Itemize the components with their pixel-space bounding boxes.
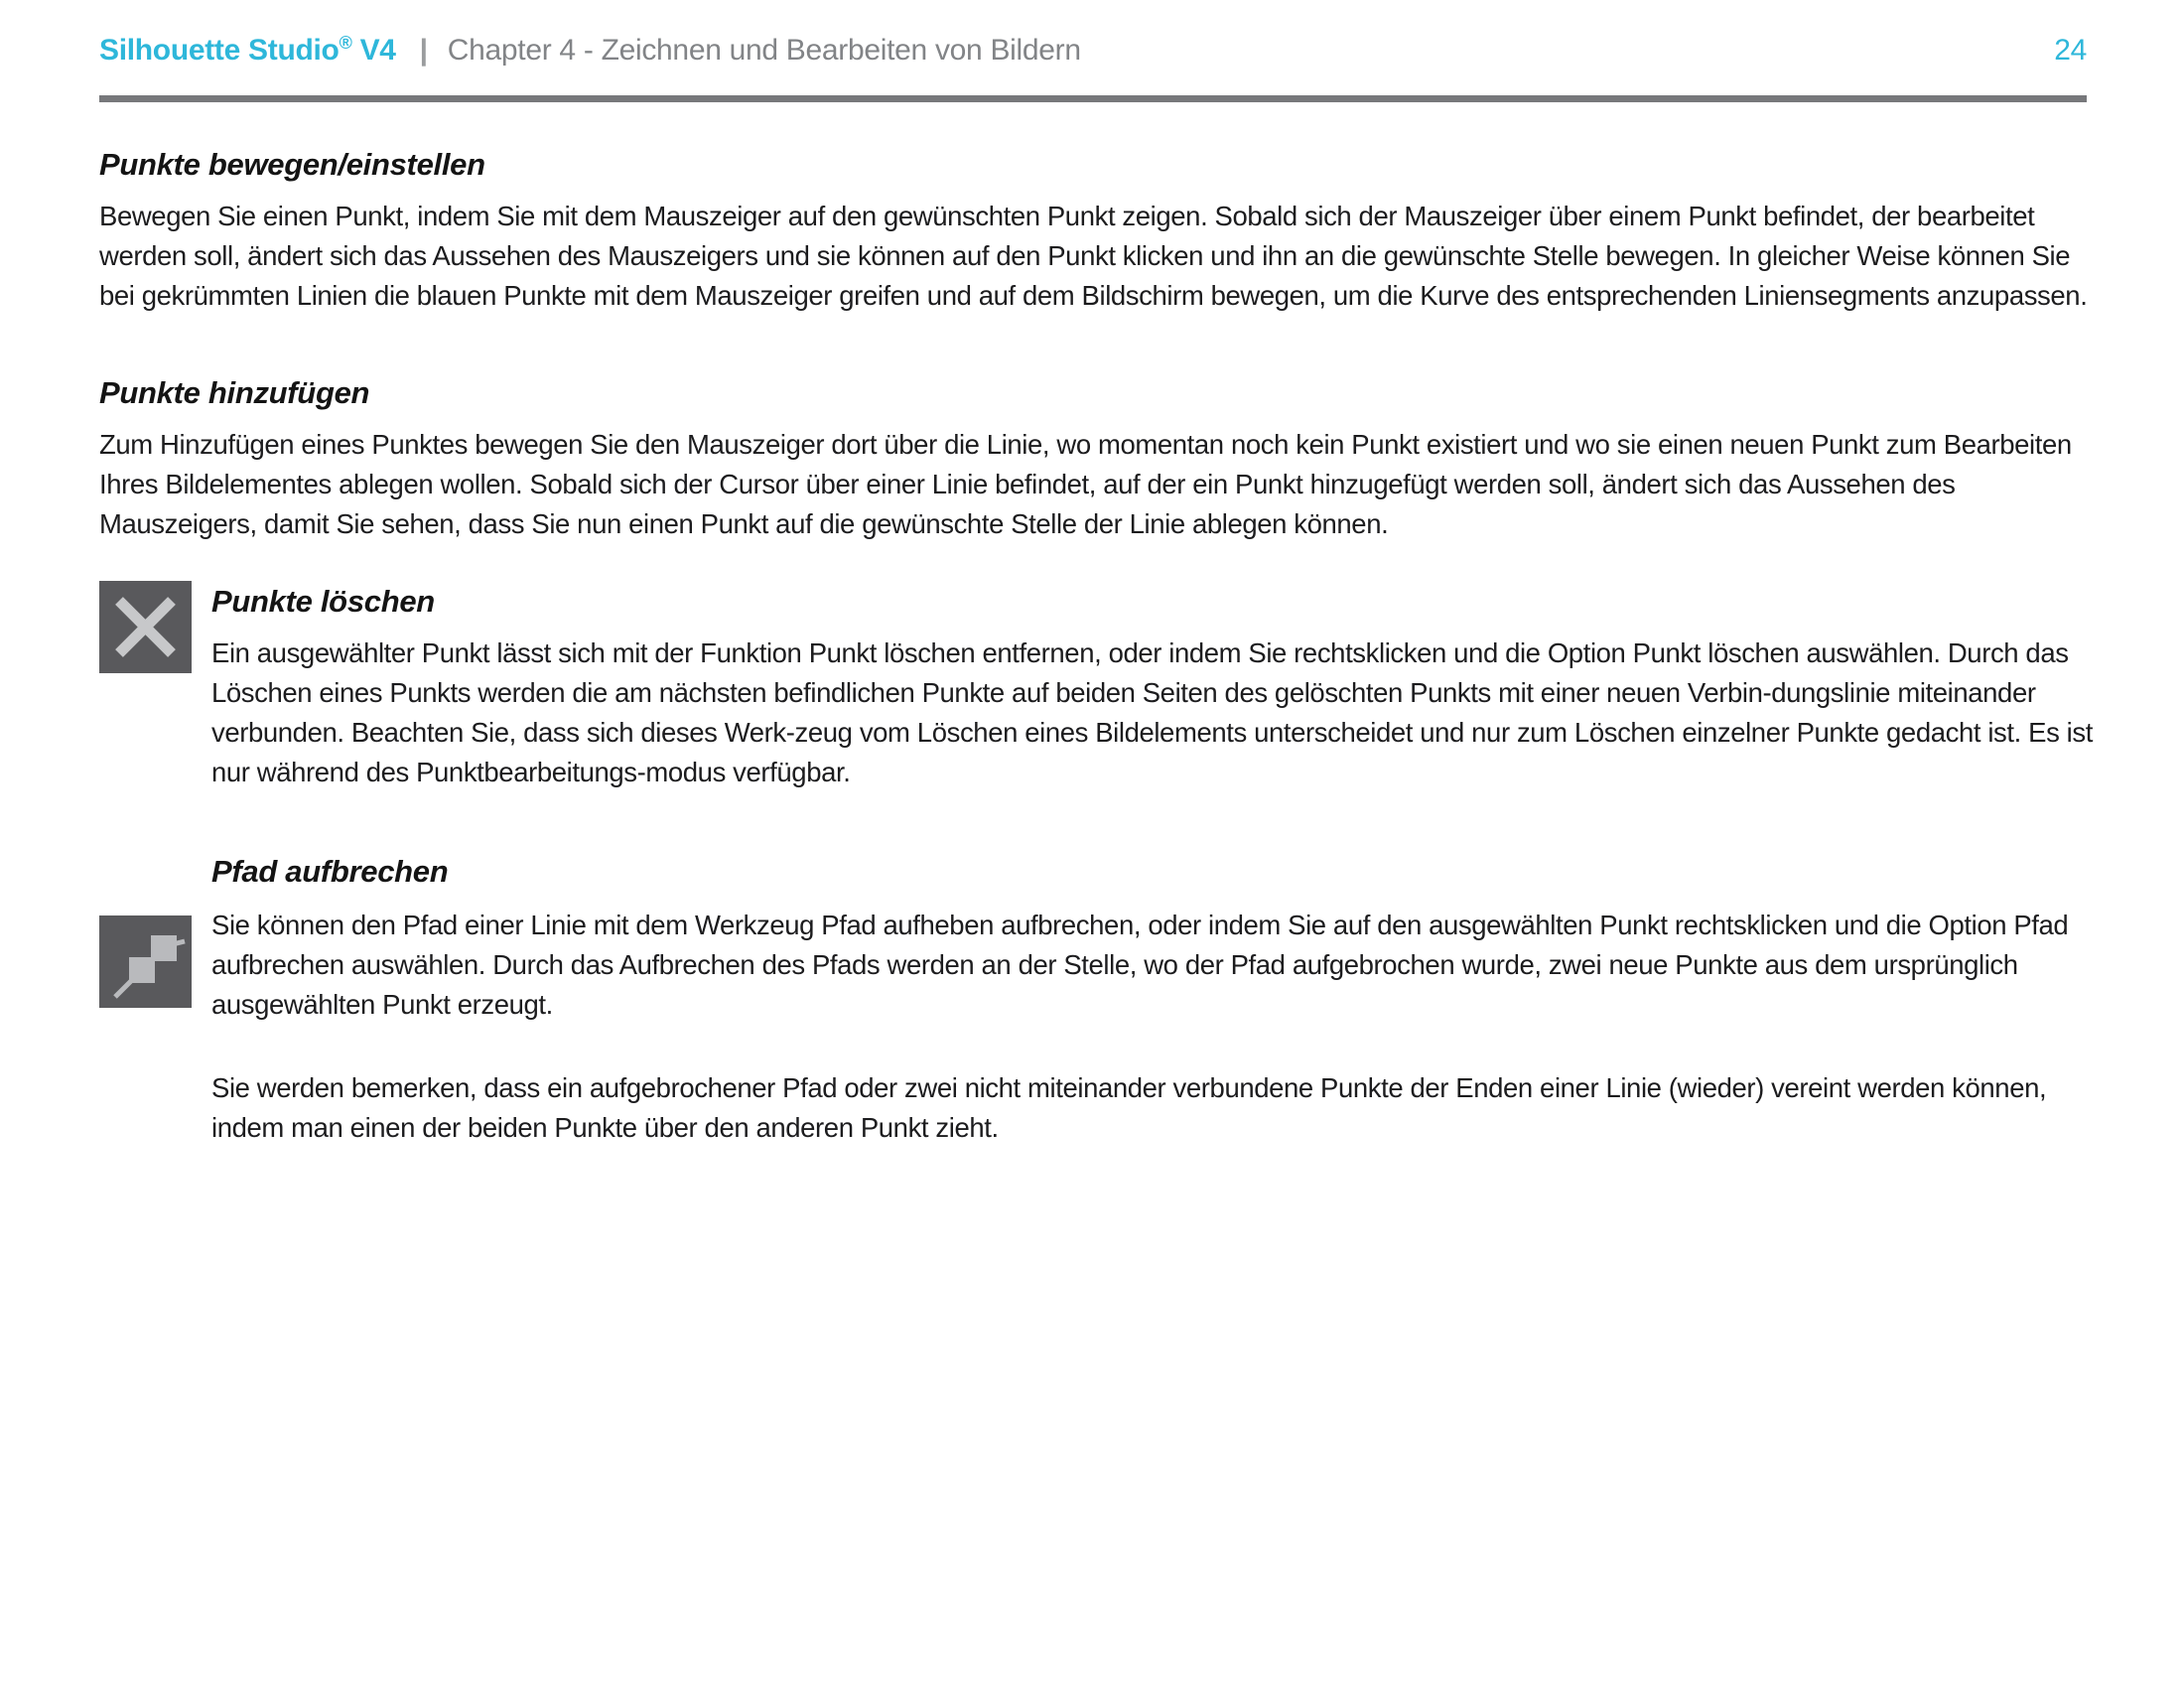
- section-body-delete-points: Ein ausgewählter Punkt lässt sich mit der Funktion Punkt löschen entfernen, oder indem Sie rechtsklicken und die Option Punkt löschen auswählen. Durch das Löschen eines Punkts werden die am nächsten befindlichen Punkte auf beiden Seiten des gelöschten Punkts mit einer neuen Verbin-dungslinie miteinander verbunden. Beachten Sie, dass sich dieses Werk-zeug vom Löschen eines Bildelements unterscheidet und nur zum Löschen einzelner Punkte gedacht ist. Es ist nur während des Punktbearbeitungs-modus verfügbar.: [211, 637, 2093, 787]
- header-divider-rule: [99, 95, 2087, 102]
- page-content: [99, 137, 2097, 1148]
- section-break-path: [99, 854, 2097, 1148]
- section-body-break-path: Sie können den Pfad einer Linie mit dem Werkzeug Pfad aufheben aufbrechen, oder indem Sie auf den ausgewählten Punkt rechtsklicken und die Option Pfad aufbrechen auswählen. Durch das Aufbrechen des Pfads werden an der Stelle, wo der Pfad aufgebrochen wurde, zwei neue Punkte aus dem ursprünglich ausgewählten Punkt erzeugt.: [211, 910, 2069, 1020]
- header-separator: |: [419, 34, 428, 67]
- section-heading-add-points: Punkte hinzufügen: [99, 375, 370, 410]
- break-path-icon-column: [99, 906, 211, 1008]
- section-heading-move-points: Punkte bewegen/einstellen: [99, 147, 485, 182]
- break-path-icon: [99, 915, 192, 1008]
- section-break-path-text: [211, 906, 2097, 1025]
- page-number: 24: [2054, 34, 2087, 67]
- section-heading-delete-points: Punkte löschen: [211, 584, 435, 619]
- chapter-title: Chapter 4 - Zeichnen und Bearbeiten von Bildern: [447, 34, 1081, 67]
- section-move-points: [99, 147, 2097, 316]
- section-body-add-points: Zum Hinzufügen eines Punktes bewegen Sie den Mauszeiger dort über die Linie, wo momentan noch kein Punkt existiert und wo sie einen neuen Punkt zum Bearbeiten Ihres Bildelementes ablegen wollen. Sobald sich der Cursor über einer Linie befindet, auf der ein Punkt hinzugefügt werden soll, ändert sich das Aussehen des Mauszeigers, damit Sie sehen, dass Sie nun einen Punkt auf die gewünschte Stelle der Linie ablegen können.: [99, 429, 2072, 539]
- registered-trademark: ®: [339, 33, 352, 53]
- product-name: Silhouette Studio: [99, 34, 340, 67]
- section-body-move-points: Bewegen Sie einen Punkt, indem Sie mit dem Mauszeiger auf den gewünschten Punkt zeigen. Sobald sich der Mauszeiger über einem Punkt befindet, der bearbeitet werden soll, ändert sich das Aussehen des Mauszeigers und sie können auf den Punkt klicken und ihn an die gewünschte Stelle bewegen. In gleicher Weise können Sie bei gekrümmten Linien die blauen Punkte mit dem Mauszeiger greifen und auf dem Bildschirm bewegen, um die Kurve des entsprechenden Liniensegments anzupassen.: [99, 201, 2088, 311]
- section-add-points: [99, 375, 2097, 544]
- section-delete-points: [99, 581, 2097, 792]
- page-header: [99, 34, 2087, 68]
- section-break-path-row: [99, 906, 2097, 1025]
- delete-point-icon: [99, 581, 192, 673]
- section-heading-break-path: Pfad aufbrechen: [211, 854, 449, 889]
- product-title: [99, 34, 396, 68]
- product-version: V4: [351, 34, 396, 67]
- delete-point-icon-column: [99, 581, 211, 673]
- section-delete-points-text: [211, 581, 2097, 792]
- section-body-break-path-2: Sie werden bemerken, dass ein aufgebrochener Pfad oder zwei nicht miteinander verbundene Punkte der Enden einer Linie (wieder) vereint werden können, indem man einen der beiden Punkte über den anderen Punkt zieht.: [211, 1072, 2047, 1143]
